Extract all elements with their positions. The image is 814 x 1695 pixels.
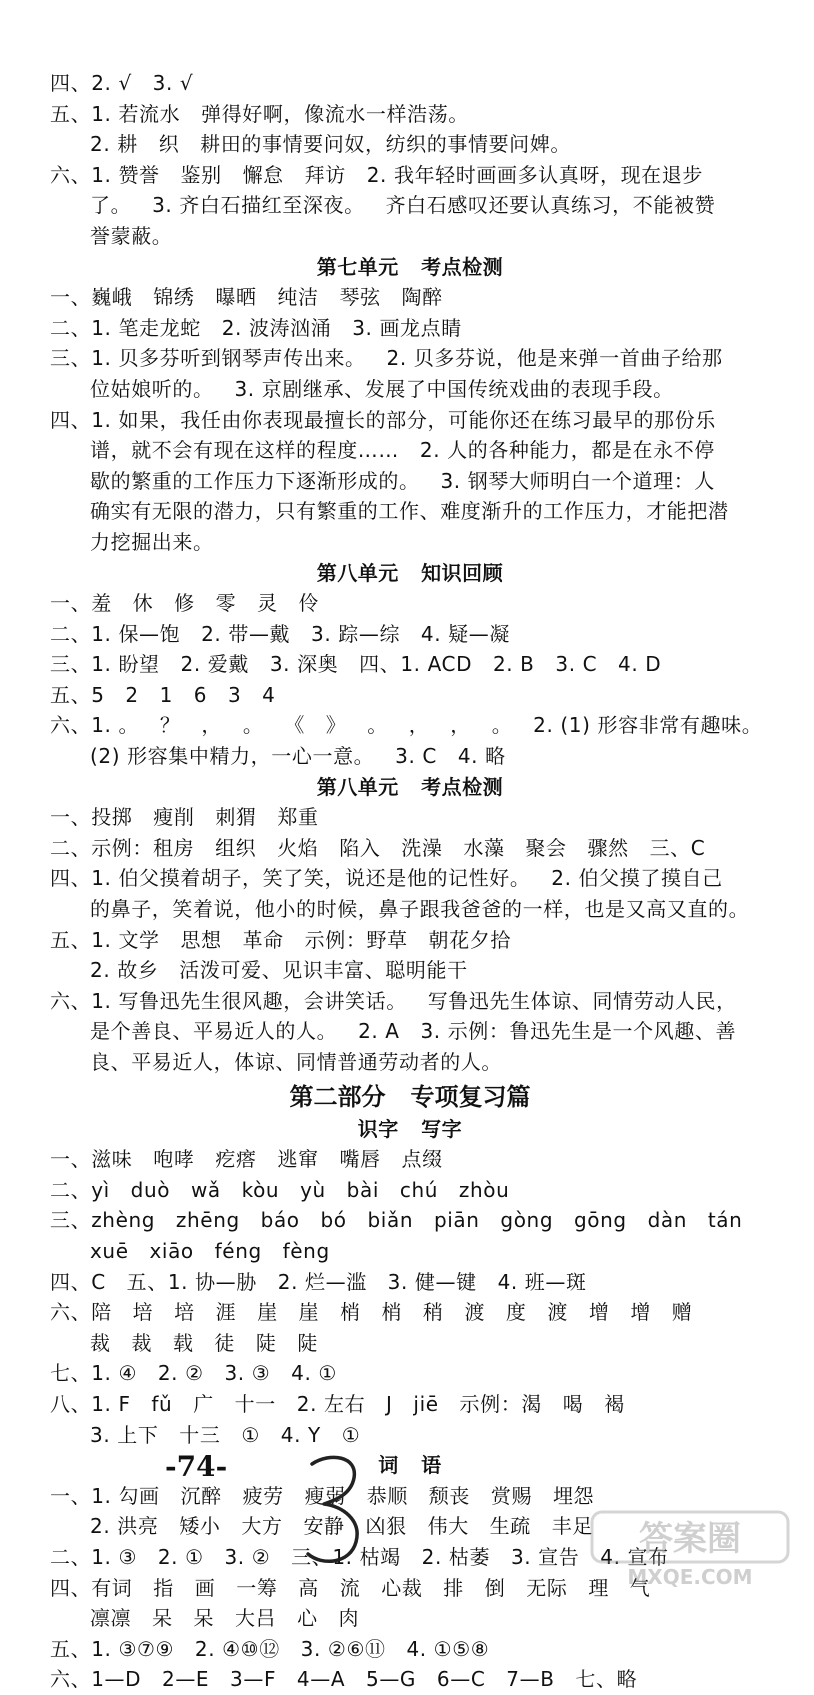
- answer-line: 位姑娘听的。 3. 京剧继承、发展了中国传统戏曲的表现手段。: [90, 376, 674, 401]
- answer-line: 五、1. ③⑦⑨ 2. ④⑩⑫ 3. ②⑥⑪ 4. ①⑤⑧: [50, 1636, 490, 1661]
- answer-line: 誉蒙蔽。: [90, 223, 173, 248]
- answer-line: 2. 洪亮 矮小 大方 安静 凶狠 伟大 生疏 丰足: [90, 1514, 593, 1539]
- answer-line: 谱，就不会有现在这样的程度…… 2. 人的各种能力，都是在永不停: [90, 438, 715, 463]
- answer-line: 力挖掘出来。: [90, 529, 214, 554]
- answer-line: 的鼻子，笑着说，他小的时候，鼻子跟我爸爸的一样，也是又高又直的。: [90, 897, 750, 922]
- answer-line: 二、yì duò wǎ kòu yù bài chú zhòu: [50, 1177, 510, 1202]
- answer-line: 一、1. 勾画 沉醉 疲劳 瘦弱 恭顺 颓丧 赏赐 埋怨: [50, 1483, 595, 1508]
- answer-line: (2) 形容集中精力，一心一意。 3. C 4. 略: [90, 744, 506, 769]
- section-heading: 词 语: [378, 1453, 442, 1478]
- answer-line: 二、1. 笔走龙蛇 2. 波涛汹涌 3. 画龙点睛: [50, 315, 462, 340]
- answer-line: 一、羞 休 修 零 灵 伶: [50, 591, 320, 616]
- answer-line: 一、巍峨 锦绣 曝晒 纯洁 琴弦 陶醉: [50, 285, 443, 310]
- answer-line: 八、1. F fǔ 广 十一 2. 左右 J jiē 示例：渴 喝 褐: [50, 1391, 625, 1416]
- svg-text:答案圈: 答案圈: [639, 1519, 741, 1559]
- watermark-logo: [590, 1510, 790, 1590]
- answer-line: 裁 裁 载 徒 陡 陡: [90, 1330, 318, 1355]
- answer-line: 四、有词 指 画 一筹 高 流 心裁 排 倒 无际 理 气: [50, 1575, 651, 1600]
- answer-line: 四、1. 伯父摸着胡子，笑了笑，说还是他的记性好。 2. 伯父摸了摸自己: [50, 866, 723, 891]
- answer-line: 五、5 2 1 6 3 4: [50, 682, 276, 707]
- part-heading: 第二部分 专项复习篇: [289, 1082, 531, 1111]
- answer-line: 三、1. 贝多芬听到钢琴声传出来。 2. 贝多芬说，他是来弹一首曲子给那: [50, 346, 723, 371]
- answer-line: 六、1. 写鲁迅先生很风趣，会讲笑话。 写鲁迅先生体谅、同情劳动人民，: [50, 988, 737, 1013]
- handwritten-three-mark: [300, 1450, 370, 1570]
- section-heading: 识字 写字: [357, 1116, 463, 1141]
- section-heading: 第七单元 考点检测: [316, 254, 504, 279]
- answer-line: 五、1. 若流水 弹得好啊，像流水一样浩荡。: [50, 101, 469, 126]
- answer-line: 七、1. ④ 2. ② 3. ③ 4. ①: [50, 1361, 337, 1386]
- answer-line: xuē xiāo féng fèng: [90, 1238, 330, 1263]
- answer-line: 歇的繁重的工作压力下逐渐形成的。 3. 钢琴大师明白一个道理：人: [90, 468, 715, 493]
- answer-line: 确实有无限的潜力，只有繁重的工作、难度渐升的工作压力，才能把潜: [90, 499, 729, 524]
- answer-line: 六、陪 培 培 涯 崖 崖 梢 梢 稍 渡 度 渡 增 增 赠: [50, 1300, 693, 1325]
- answer-line: 三、1. 盼望 2. 爱戴 3. 深奥 四、1. ACD 2. B 3. C 4. D: [50, 652, 662, 677]
- answer-line: 一、投掷 瘦削 刺猬 郑重: [50, 805, 319, 830]
- answer-line: 了。 3. 齐白石描红至深夜。 齐白石感叹还要认真练习，不能被赞: [90, 193, 716, 218]
- answer-line: 凛凛 呆 呆 大吕 心 肉: [90, 1606, 360, 1631]
- answer-line: 二、1. ③ 2. ① 3. ② 三、1. 枯竭 2. 枯萎 3. 宣告 4. 宣布: [50, 1544, 669, 1569]
- answer-line: 是个善良、平易近人的人。 2. A 3. 示例：鲁迅先生是一个风趣、善: [90, 1019, 737, 1044]
- answer-line: 四、1. 如果，我任由你表现最擅长的部分，可能你还在练习最早的那份乐: [50, 407, 716, 432]
- answer-line: 四、C 五、1. 协—胁 2. 烂—滥 3. 健—键 4. 班—斑: [50, 1269, 587, 1294]
- answer-line: 3. 上下 十三 ① 4. Y ①: [90, 1422, 361, 1447]
- answer-line: 2. 故乡 活泼可爱、见识丰富、聪明能干: [90, 958, 468, 983]
- section-heading: 第八单元 知识回顾: [316, 560, 504, 585]
- answer-line: 五、1. 文学 思想 革命 示例：野草 朝花夕拾: [50, 927, 511, 952]
- answer-line: 六、1. 赞誉 鉴别 懈怠 拜访 2. 我年轻时画画多认真呀，现在退步: [50, 162, 703, 187]
- answer-line: 三、zhèng zhēng báo bó biǎn piān gòng gōng dàn tán: [50, 1208, 743, 1233]
- answer-line: 四、2. √ 3. √: [50, 71, 194, 95]
- answer-line: 一、滋味 咆哮 疙瘩 逃窜 嘴唇 点缀: [50, 1147, 443, 1172]
- answer-line: 2. 耕 织 耕田的事情要问奴，纺织的事情要问婢。: [90, 132, 571, 157]
- answer-line: 二、示例：租房 组织 火焰 陷入 洗澡 水藻 聚会 骤然 三、C: [50, 835, 706, 860]
- answer-line: 良、平易近人，体谅、同情普通劳动者的人。: [90, 1050, 502, 1074]
- svg-text:MXQE.COM: MXQE.COM: [627, 1565, 753, 1589]
- section-heading: 第八单元 考点检测: [316, 774, 504, 799]
- page-number: -74-: [165, 1450, 228, 1483]
- answer-line: 六、1—D 2—E 3—F 4—A 5—G 6—C 7—B 七、略: [50, 1667, 638, 1692]
- answer-line: 六、1. 。 ？ ， 。 《 》 。 ， ， 。 2. (1) 形容非常有趣味。: [50, 713, 763, 738]
- answer-content: [50, 68, 770, 1695]
- answer-line: 二、1. 保—饱 2. 带—戴 3. 踪—综 4. 疑—凝: [50, 621, 510, 646]
